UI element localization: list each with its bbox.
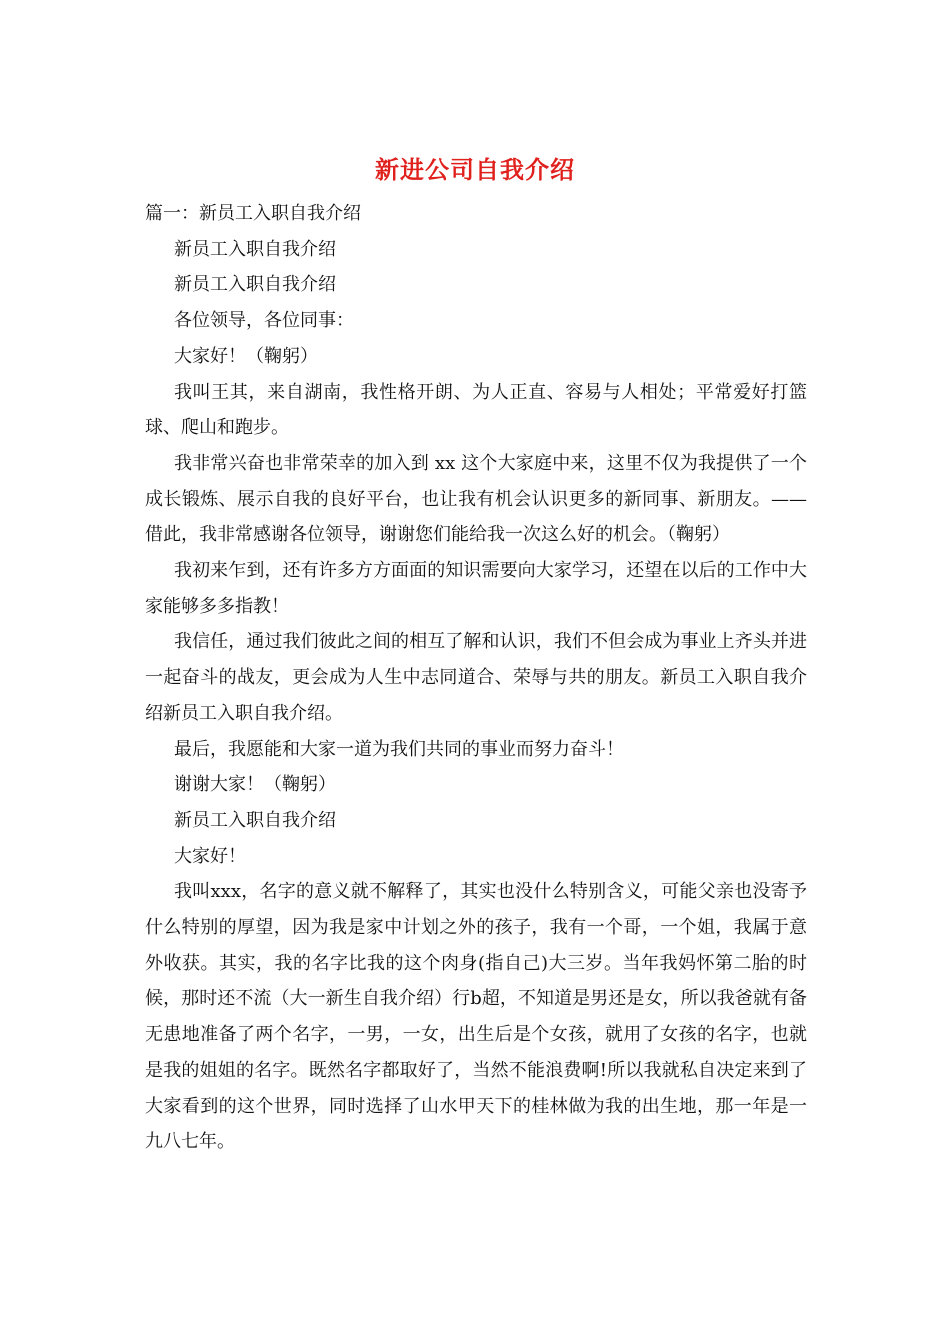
- paragraph: 我叫王其，来自湖南，我性格开朗、为人正直、容易与人相处；平常爱好打篮球、爬山和跑步。: [145, 381, 807, 439]
- paragraph: 最后，我愿能和大家一道为我们共同的事业而努力奋斗！: [174, 738, 624, 760]
- paragraph: 谢谢大家！（鞠躬）: [174, 774, 336, 796]
- paragraph: 新员工入职自我介绍: [174, 274, 336, 296]
- paragraph: 大家好！: [174, 845, 246, 867]
- document-body: [145, 196, 807, 1160]
- paragraph: 我初来乍到，还有许多方方面面的知识需要向大家学习，还望在以后的工作中大家能够多多指教！: [145, 560, 807, 617]
- paragraph: 篇一：新员工入职自我介绍: [145, 203, 361, 224]
- paragraph: 各位领导，各位同事：: [174, 310, 354, 332]
- paragraph: 新员工入职自我介绍: [174, 809, 336, 831]
- paragraph: 我信任，通过我们彼此之间的相互了解和认识，我们不但会成为事业上齐头并进一起奋斗的战友，更会成为人生中志同道合、荣辱与共的朋友。新员工入职自我介绍新员工入职自我介绍。: [145, 631, 807, 724]
- paragraph: 我非常兴奋也非常荣幸的加入到 xx 这个大家庭中来，这里不仅为我提供了一个成长锻炼、展示自我的良好平台，也让我有机会认识更多的新同事、新朋友。——借此，我非常感谢各位领导，谢谢您们能给我一次这么好的机会。（鞠躬）: [145, 452, 807, 546]
- paragraph: 大家好！（鞠躬）: [174, 345, 318, 367]
- paragraph: 新员工入职自我介绍: [174, 238, 336, 260]
- paragraph: 我叫xxx，名字的意义就不解释了，其实也没什么特别含义，可能父亲也没寄予什么特别的厚望，因为我是家中计划之外的孩子，我有一个哥，一个姐，我属于意外收获。其实，我的名字比我的这个肉身(指自己)大三岁。当年我妈怀第二胎的时候，那时还不流（大一新生自我介绍）行b超，不知道是男还是女，所以我爸就有备无患地准备了两个名字，一男，一女，出生后是个女孩，就用了女孩的名字，也就是我的姐姐的名字。既然名字都取好了，当然不能浪费啊!所以我就私自决定来到了大家看到的这个世界，同时选择了山水甲天下的桂林做为我的出生地，那一年是一九八七年。: [145, 881, 807, 1153]
- document-title: 新进公司自我介绍: [375, 155, 575, 184]
